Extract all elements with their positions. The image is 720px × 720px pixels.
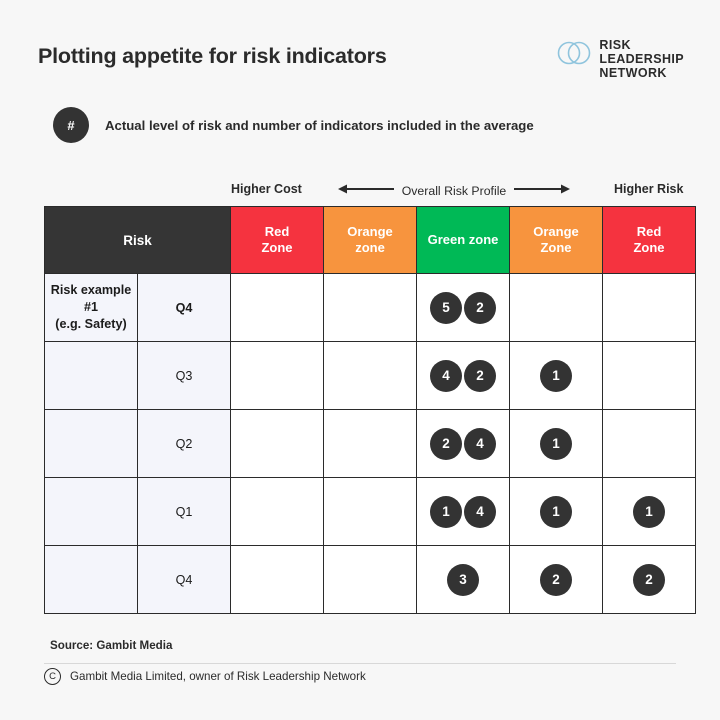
indicator-dot: 1 <box>633 496 665 528</box>
header-zone-orange-2-line2: Zone <box>540 240 572 255</box>
header-zone-red-1-line2: Zone <box>261 240 293 255</box>
row-quarter-3: Q1 <box>138 478 231 546</box>
header-zone-green <box>417 207 510 274</box>
indicator-dot: 2 <box>540 564 572 596</box>
risk-matrix-table <box>44 206 696 614</box>
indicator-dot: 2 <box>430 428 462 460</box>
row-label-0-line2: #1 <box>83 300 98 314</box>
cell-r1-c0 <box>231 342 324 410</box>
cell-r2-c4 <box>603 410 696 478</box>
cell-r0-c2 <box>417 274 510 342</box>
brand-line-1: RISK <box>599 38 631 52</box>
indicator-dot: 2 <box>633 564 665 596</box>
cell-r4-c2 <box>417 546 510 614</box>
axis-center-group <box>324 182 584 200</box>
cell-r0-c3 <box>510 274 603 342</box>
row-label-0-line3: (e.g. Safety) <box>55 317 127 331</box>
copyright-text: Gambit Media Limited, owner of Risk Leadership Network <box>70 670 366 683</box>
copyright-icon: C <box>44 668 61 685</box>
legend-label: Actual level of risk and number of indicators included in the average <box>105 117 534 133</box>
cell-r4-c1 <box>324 546 417 614</box>
table-row <box>45 546 696 614</box>
cell-r2-c0 <box>231 410 324 478</box>
cell-r0-c0 <box>231 274 324 342</box>
header-zone-orange-1-line1: Orange <box>347 224 393 239</box>
indicator-dot: 1 <box>540 496 572 528</box>
indicator-dot: 1 <box>540 360 572 392</box>
indicator-dot: 4 <box>464 428 496 460</box>
cell-r3-c1 <box>324 478 417 546</box>
row-label-3 <box>45 478 138 546</box>
row-quarter-1: Q3 <box>138 342 231 410</box>
brand-line-2: LEADERSHIP <box>599 52 684 66</box>
footer-divider <box>44 663 676 664</box>
table-header-row <box>45 207 696 274</box>
header-risk: Risk <box>45 207 231 274</box>
axis-left-label: Higher Cost <box>231 182 302 196</box>
axis-annotations <box>44 182 696 204</box>
row-label-1 <box>45 342 138 410</box>
axis-center-label: Overall Risk Profile <box>401 184 507 198</box>
source-label: Source: Gambit Media <box>50 639 173 652</box>
header-zone-red-1 <box>231 207 324 274</box>
header-zone-orange-1 <box>324 207 417 274</box>
table-row <box>45 342 696 410</box>
arrow-left-icon <box>338 182 394 200</box>
indicator-dot: 4 <box>464 496 496 528</box>
cell-r3-c2 <box>417 478 510 546</box>
brand-name <box>599 38 684 80</box>
indicator-dot: 1 <box>430 496 462 528</box>
row-label-0-line1: Risk example <box>50 283 132 297</box>
row-quarter-4: Q4 <box>138 546 231 614</box>
header-zone-orange-1-line2: zone <box>355 240 385 255</box>
page-title: Plotting appetite for risk indicators <box>38 44 387 68</box>
cell-r2-c3 <box>510 410 603 478</box>
header-zone-red-1-line1: Red <box>264 224 290 239</box>
indicator-dot: 1 <box>540 428 572 460</box>
cell-r1-c4 <box>603 342 696 410</box>
header-zone-red-2-line2: Zone <box>633 240 665 255</box>
header-zone-orange-2-line1: Orange <box>533 224 579 239</box>
row-quarter-2: Q2 <box>138 410 231 478</box>
brand-line-3: NETWORK <box>599 66 667 80</box>
rings-icon <box>557 40 591 71</box>
cell-r1-c3 <box>510 342 603 410</box>
indicator-dot: 3 <box>447 564 479 596</box>
legend <box>53 107 534 143</box>
header-zone-orange-2 <box>510 207 603 274</box>
axis-right-label: Higher Risk <box>614 182 684 196</box>
cell-r0-c1 <box>324 274 417 342</box>
row-label-4 <box>45 546 138 614</box>
header-zone-red-2-line1: Red <box>636 224 662 239</box>
indicator-dot: 2 <box>464 292 496 324</box>
cell-r4-c3 <box>510 546 603 614</box>
brand-logo <box>557 38 684 80</box>
cell-r4-c0 <box>231 546 324 614</box>
row-label-2 <box>45 410 138 478</box>
table-row <box>45 274 696 342</box>
arrow-right-icon <box>514 182 570 200</box>
copyright-row <box>44 668 366 685</box>
row-label-0 <box>45 274 138 342</box>
cell-r3-c4 <box>603 478 696 546</box>
cell-r0-c4 <box>603 274 696 342</box>
cell-r3-c0 <box>231 478 324 546</box>
cell-r1-c2 <box>417 342 510 410</box>
table-row <box>45 410 696 478</box>
cell-r1-c1 <box>324 342 417 410</box>
header-zone-green-line1: Green zone <box>427 232 499 247</box>
row-quarter-0: Q4 <box>138 274 231 342</box>
indicator-dot: 4 <box>430 360 462 392</box>
cell-r2-c2 <box>417 410 510 478</box>
cell-r4-c4 <box>603 546 696 614</box>
cell-r3-c3 <box>510 478 603 546</box>
indicator-dot: 2 <box>464 360 496 392</box>
legend-badge-icon: # <box>53 107 89 143</box>
cell-r2-c1 <box>324 410 417 478</box>
indicator-dot: 5 <box>430 292 462 324</box>
table-row <box>45 478 696 546</box>
header-zone-red-2 <box>603 207 696 274</box>
